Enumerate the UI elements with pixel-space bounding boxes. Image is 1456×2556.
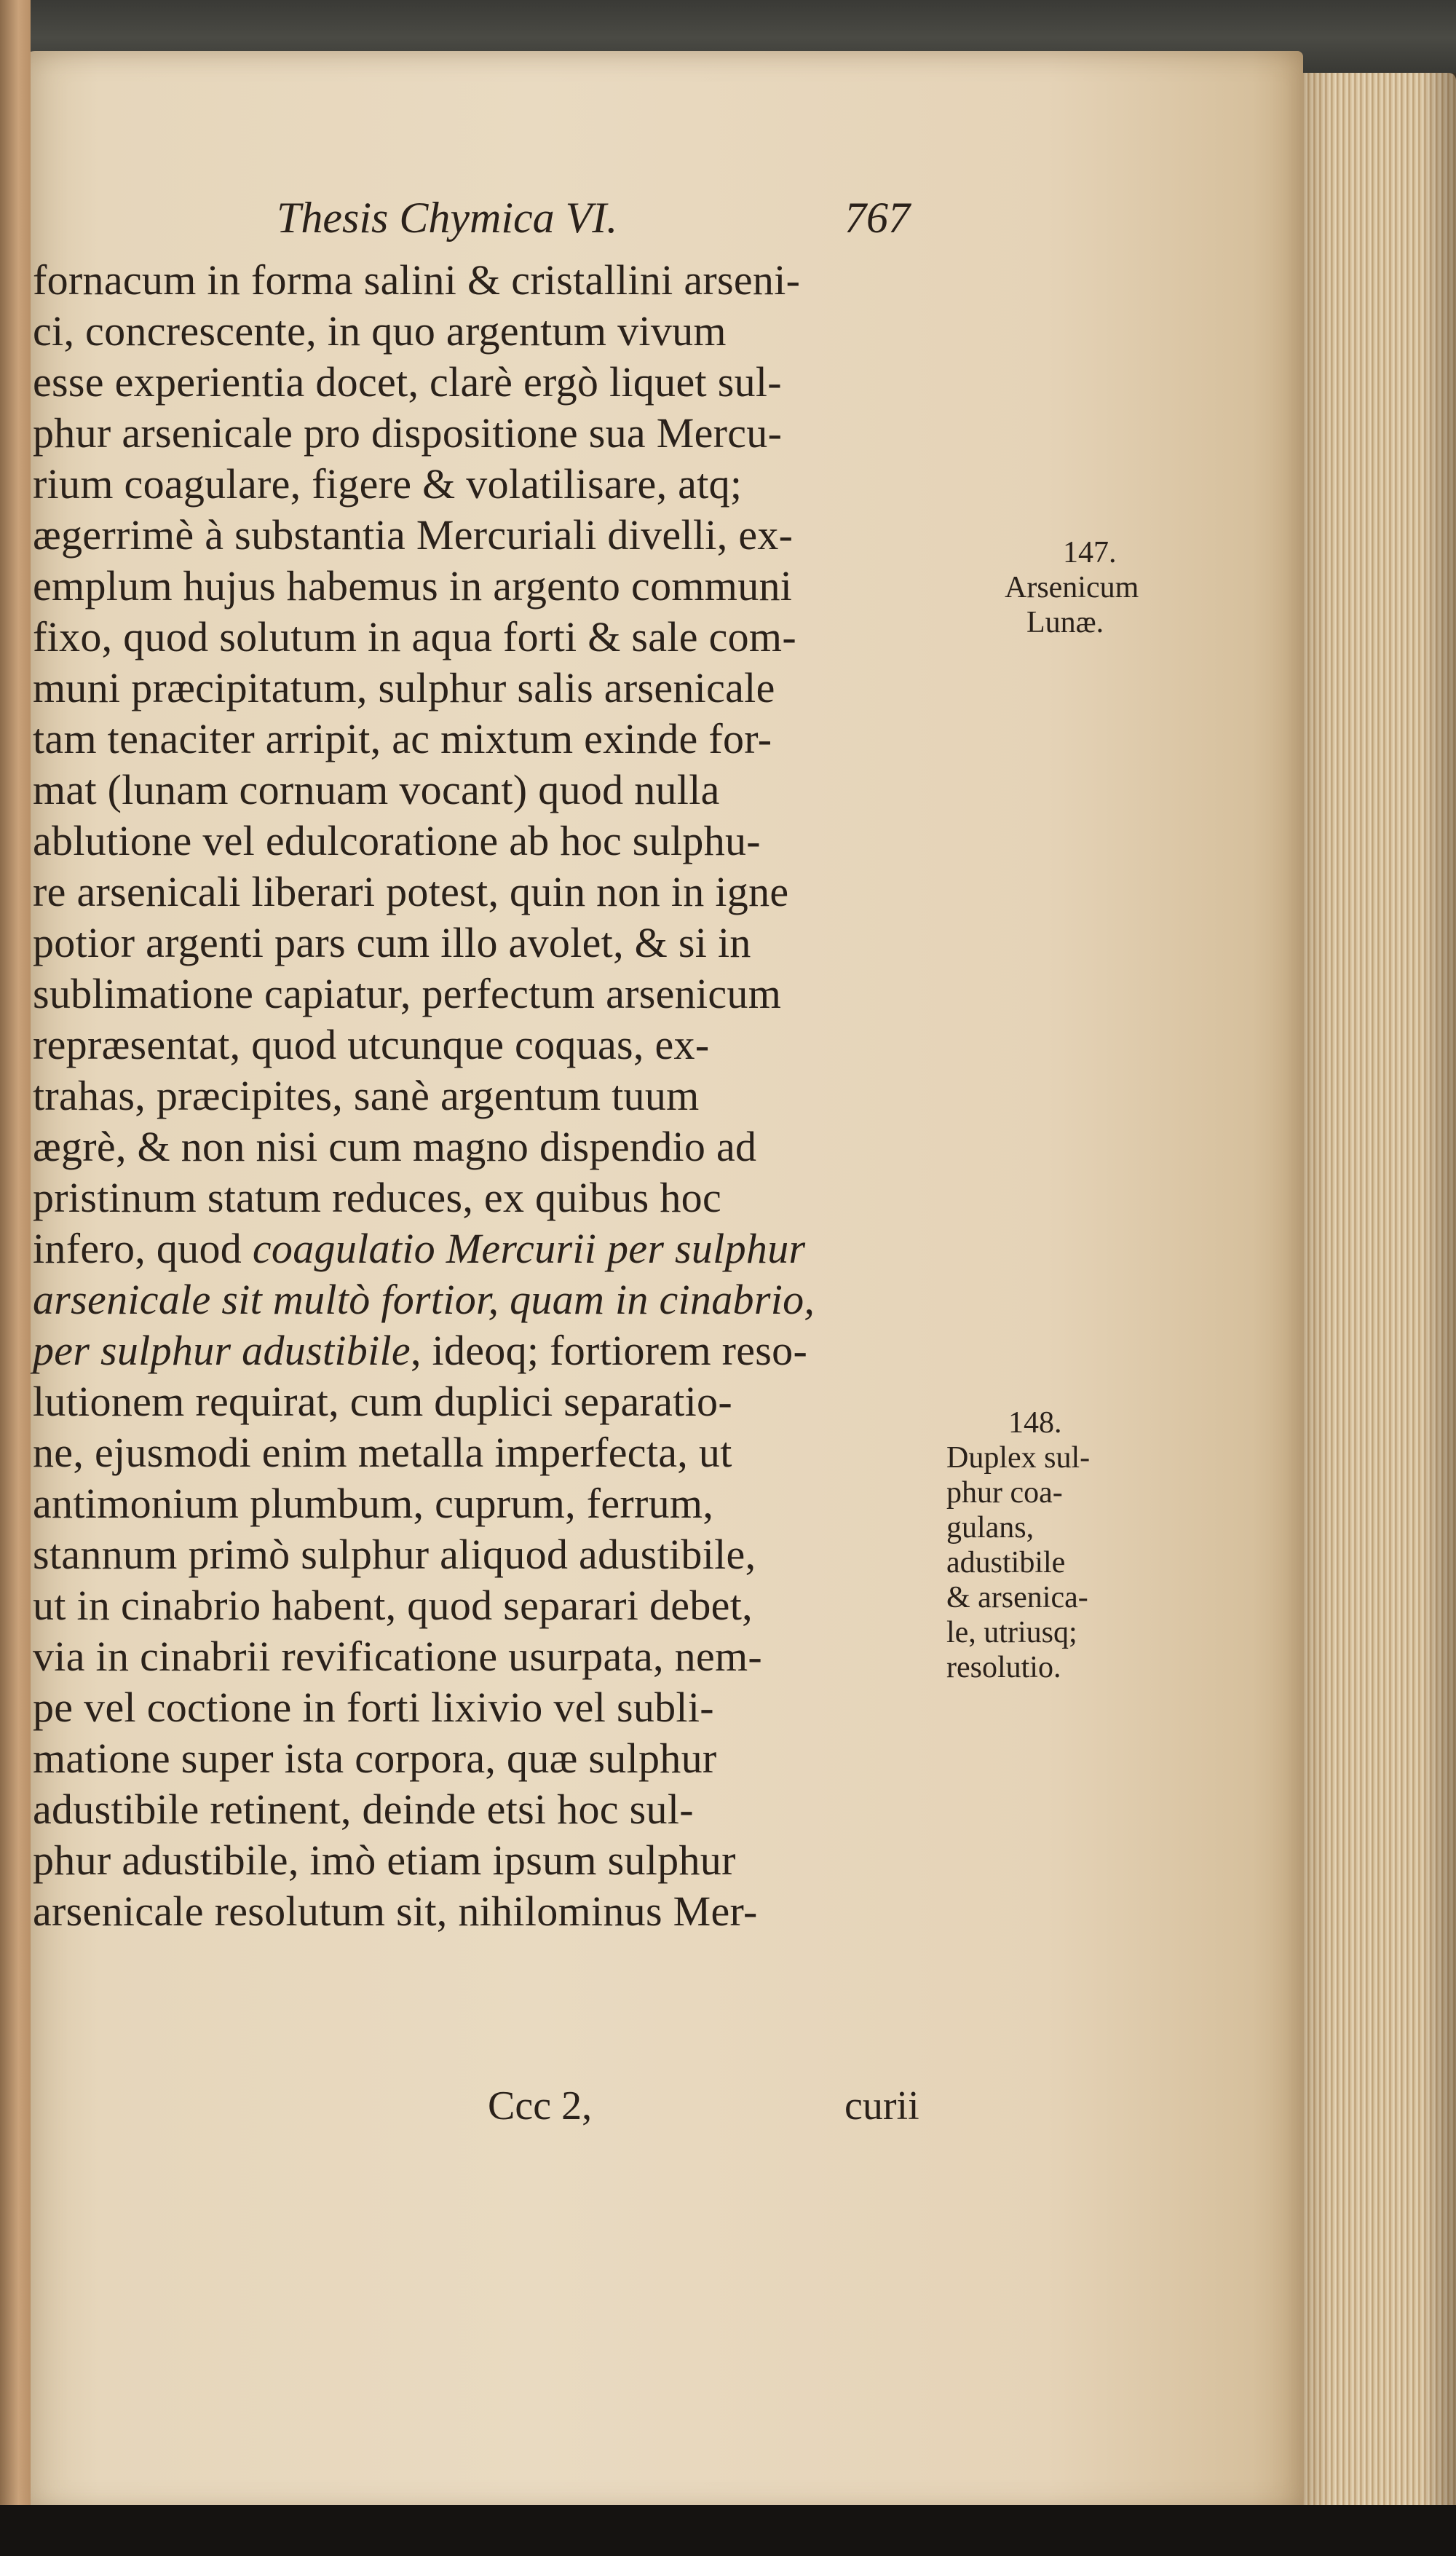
text-line: sublimatione capiatur, perfectum arsenicum: [33, 970, 782, 1017]
text-line: lutionem requirat, cum duplici separatio-: [33, 1378, 732, 1425]
text-line: potior argenti pars cum illo avolet, & si in: [33, 919, 751, 966]
page-edges-shade: [1281, 73, 1456, 2520]
signature-mark: Ccc 2,: [488, 2083, 593, 2129]
text-line: matione super ista corpora, quæ sulphur: [33, 1735, 717, 1782]
margin-note-number: 148.: [1008, 1406, 1062, 1440]
text-line: pristinum statum reduces, ex quibus hoc: [33, 1174, 721, 1221]
text-line: ci, concrescente, in quo argentum vivum: [33, 307, 727, 355]
text-line: stannum primò sulphur aliquod adustibile,: [33, 1531, 756, 1578]
text-line: trahas, præcipites, sanè argentum tuum: [33, 1072, 700, 1119]
margin-note-line: resolutio.: [946, 1651, 1061, 1684]
text-line: ut in cinabrio habent, quod separari debet,: [33, 1582, 753, 1629]
text-line: emplum hujus habemus in argento communi: [33, 562, 793, 610]
margin-note-line: & arsenica-: [946, 1581, 1088, 1614]
text-line: muni præcipitatum, sulphur salis arsenicale: [33, 664, 775, 711]
margin-note-line: Lunæ.: [1026, 606, 1104, 639]
text-line: infero, quod coagulatio Mercurii per sulphur: [33, 1225, 806, 1272]
text-line: per sulphur adustibile, ideoq; fortiorem reso-: [33, 1327, 808, 1374]
text-line: antimonium plumbum, cuprum, ferrum,: [33, 1480, 714, 1527]
text-line: phur adustibile, imò etiam ipsum sulphur: [33, 1837, 736, 1884]
text-line: esse experientia docet, clarè ergò liquet sul-: [33, 358, 782, 406]
text-line: adustibile retinent, deinde etsi hoc sul-: [33, 1786, 694, 1833]
text-line: rium coagulare, figere & volatilisare, atq;: [33, 460, 743, 508]
text-line: fixo, quod solutum in aqua forti & sale com-: [33, 613, 796, 660]
text-line: mat (lunam cornuam vocant) quod nulla: [33, 766, 720, 813]
margin-note-line: gulans,: [946, 1511, 1034, 1545]
text-line: arsenicale sit multò fortior, quam in cinabrio,: [33, 1276, 815, 1323]
running-head-title: Thesis Chymica VI.: [277, 194, 618, 242]
margin-note-147: [1005, 535, 1139, 640]
text-line: repræsentat, quod utcunque coquas, ex-: [33, 1021, 710, 1068]
margin-note-line: Duplex sul-: [946, 1441, 1091, 1475]
text-line: ablutione vel edulcoratione ab hoc sulphu-: [33, 817, 761, 864]
book-cover-left: [0, 0, 31, 2556]
catchword: curii: [844, 2083, 919, 2129]
bottom-shadow: [0, 2505, 1456, 2556]
text-line: arsenicale resolutum sit, nihilominus Mer-: [33, 1888, 758, 1935]
text-line: ne, ejusmodi enim metalla imperfecta, ut: [33, 1429, 732, 1476]
margin-note-line: Arsenicum: [1005, 571, 1139, 604]
margin-note-line: le, utriusq;: [946, 1616, 1077, 1649]
text-line: pe vel coctione in forti lixivio vel subli-: [33, 1684, 714, 1731]
text-line: ægrè, & non nisi cum magno dispendio ad: [33, 1123, 757, 1170]
text-line: tam tenaciter arripit, ac mixtum exinde for-: [33, 715, 772, 762]
text-line: ægerrimè à substantia Mercuriali divelli, ex-: [33, 511, 794, 559]
text-line: via in cinabrii revificatione usurpata, nem-: [33, 1633, 763, 1680]
margin-note-line: phur coa-: [946, 1476, 1063, 1510]
margin-note-number: 147.: [1063, 536, 1117, 569]
text-line: phur arsenicale pro dispositione sua Mercu-: [33, 409, 783, 457]
margin-note-line: adustibile: [946, 1546, 1066, 1579]
text-line: fornacum in forma salini & cristallini arseni-: [33, 256, 801, 304]
margin-note-148: [946, 1405, 1090, 1685]
text-line: re arsenicali liberari potest, quin non in igne: [33, 868, 789, 915]
page-number: 767: [844, 194, 910, 242]
